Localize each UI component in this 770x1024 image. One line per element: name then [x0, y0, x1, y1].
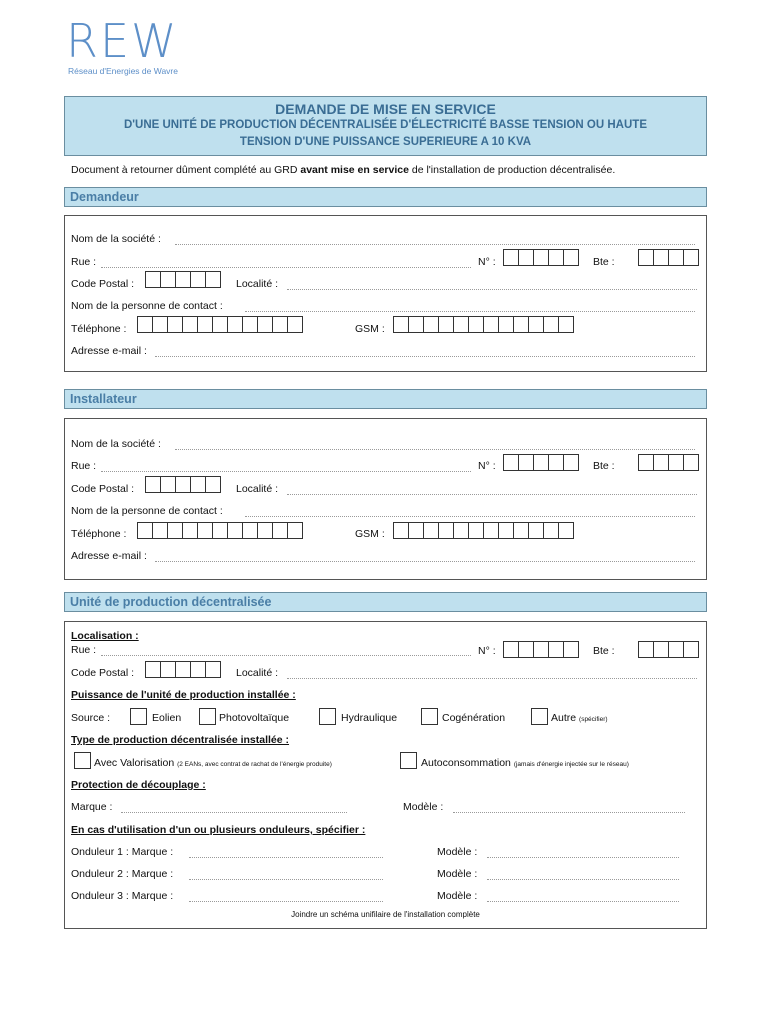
localisation-heading: Localisation :: [71, 630, 139, 642]
inverter3-model-input[interactable]: [487, 901, 679, 902]
section-title: Installateur: [70, 392, 137, 406]
source-other-note: (spécifier): [579, 716, 608, 723]
postal-code-input[interactable]: [145, 661, 221, 676]
street-label: Rue :: [71, 460, 97, 472]
street-input[interactable]: [101, 655, 471, 656]
box-label: Bte :: [593, 645, 615, 657]
email-input[interactable]: [155, 356, 695, 357]
company-label: Nom de la société :: [71, 438, 161, 450]
source-hydro-checkbox[interactable]: [319, 708, 336, 725]
source-hydro-label: Hydraulique: [341, 712, 398, 724]
title-box: [64, 96, 707, 156]
protection-brand-label: Marque :: [71, 801, 113, 813]
inverter3-brand-input[interactable]: [189, 901, 383, 902]
email-input[interactable]: [155, 561, 695, 562]
postal-code-input[interactable]: [145, 271, 221, 286]
intro-after: de l'installation de production décentralisée.: [408, 164, 616, 176]
gsm-input[interactable]: [393, 316, 574, 331]
panel-unite: [64, 621, 707, 929]
source-other-label: [551, 711, 608, 727]
inverter1-brand-input[interactable]: [189, 857, 383, 858]
inverter3-model-label: Modèle :: [437, 890, 478, 902]
contact-label: Nom de la personne de contact :: [71, 505, 223, 517]
source-cogen-label: Cogénération: [442, 712, 506, 724]
street-label: Rue :: [71, 644, 97, 656]
valorisation-text: Avec Valorisation: [94, 757, 175, 769]
inverter2-model-label: Modèle :: [437, 868, 478, 880]
postal-code-label: Code Postal :: [71, 667, 135, 679]
autoconso-text: Autoconsommation: [421, 757, 511, 769]
title-line-2: D'UNE UNITÉ DE PRODUCTION DÉCENTRALISÉE D'ÉLECTRICITÉ BASSE TENSION OU HAUTE: [123, 119, 647, 131]
section-demandeur: [64, 187, 707, 207]
locality-input[interactable]: [287, 494, 697, 495]
inverter2-brand-input[interactable]: [189, 879, 383, 880]
box-input[interactable]: [638, 249, 699, 264]
source-label: Source :: [71, 712, 111, 724]
number-label: N° :: [478, 256, 496, 268]
title-line-3: TENSION D'UNE PUISSANCE SUPERIEURE A 10 KVA: [239, 136, 532, 148]
contact-input[interactable]: [245, 516, 695, 517]
page-title: DEMANDE DE MISE EN SERVICE: [275, 101, 496, 117]
phone-label: Téléphone :: [71, 528, 127, 540]
number-input[interactable]: [503, 249, 579, 264]
source-cogen-checkbox[interactable]: [421, 708, 438, 725]
inverter2-model-input[interactable]: [487, 879, 679, 880]
logo: REW: [66, 14, 179, 68]
box-label: Bte :: [593, 256, 615, 268]
postal-code-label: Code Postal :: [71, 278, 135, 290]
email-label: Adresse e-mail :: [71, 345, 147, 357]
phone-label: Téléphone :: [71, 323, 127, 335]
diagram-note: Joindre un schéma unifilaire de l'installation complète: [291, 910, 480, 919]
locality-label: Localité :: [236, 667, 279, 679]
email-label: Adresse e-mail :: [71, 550, 147, 562]
postal-code-label: Code Postal :: [71, 483, 135, 495]
street-label: Rue :: [71, 256, 97, 268]
phone-input[interactable]: [137, 522, 303, 537]
inverter1-brand-label: Onduleur 1 : Marque :: [71, 846, 174, 858]
valorisation-checkbox[interactable]: [74, 752, 91, 769]
company-label: Nom de la société :: [71, 233, 161, 245]
protection-brand-input[interactable]: [121, 812, 347, 813]
box-input[interactable]: [638, 641, 699, 656]
box-input[interactable]: [638, 454, 699, 469]
locality-input[interactable]: [287, 289, 697, 290]
protection-model-label: Modèle :: [403, 801, 444, 813]
company-input[interactable]: [175, 244, 695, 245]
valorisation-label: [94, 756, 332, 772]
number-label: N° :: [478, 460, 496, 472]
box-label: Bte :: [593, 460, 615, 472]
contact-input[interactable]: [245, 311, 695, 312]
locality-label: Localité :: [236, 278, 279, 290]
type-heading: Type de production décentralisée installée :: [71, 734, 290, 746]
source-other-text: Autre: [551, 712, 577, 724]
postal-code-input[interactable]: [145, 476, 221, 491]
inverter1-model-label: Modèle :: [437, 846, 478, 858]
power-heading: Puissance de l'unité de production installée :: [71, 689, 296, 701]
street-input[interactable]: [101, 267, 471, 268]
intro-text: [71, 164, 615, 176]
street-input[interactable]: [101, 471, 471, 472]
inverter2-brand-label: Onduleur 2 : Marque :: [71, 868, 174, 880]
panel-installateur: [64, 418, 707, 580]
gsm-input[interactable]: [393, 522, 574, 537]
autoconso-checkbox[interactable]: [400, 752, 417, 769]
source-eolien-label: Eolien: [152, 712, 182, 724]
section-installateur: [64, 389, 707, 409]
number-input[interactable]: [503, 454, 579, 469]
company-input[interactable]: [175, 449, 695, 450]
autoconso-note: (jamais d'énergie injectée sur le réseau): [513, 761, 629, 768]
inverters-heading: En cas d'utilisation d'un ou plusieurs onduleurs, spécifier :: [71, 824, 366, 836]
locality-input[interactable]: [287, 678, 697, 679]
source-pv-checkbox[interactable]: [199, 708, 216, 725]
section-unite: [64, 592, 707, 612]
locality-label: Localité :: [236, 483, 279, 495]
logo-subtitle: Réseau d'Energies de Wavre: [68, 66, 178, 76]
number-input[interactable]: [503, 641, 579, 656]
source-eolien-checkbox[interactable]: [130, 708, 147, 725]
valorisation-note: (2 EANs, avec contrat de rachat de l'énergie produite): [177, 761, 332, 768]
number-label: N° :: [478, 645, 496, 657]
panel-demandeur: [64, 215, 707, 372]
section-title: Demandeur: [70, 190, 139, 204]
protection-heading: Protection de découplage :: [71, 779, 206, 791]
protection-model-input[interactable]: [453, 812, 685, 813]
intro-bold: avant mise en service: [300, 164, 409, 176]
phone-input[interactable]: [137, 316, 303, 331]
section-title: Unité de production décentralisée: [70, 595, 272, 609]
gsm-label: GSM :: [355, 323, 385, 335]
autoconso-label: [421, 756, 629, 772]
inverter1-model-input[interactable]: [487, 857, 679, 858]
contact-label: Nom de la personne de contact :: [71, 300, 223, 312]
inverter3-brand-label: Onduleur 3 : Marque :: [71, 890, 174, 902]
gsm-label: GSM :: [355, 528, 385, 540]
intro-before: Document à retourner dûment complété au GRD: [71, 164, 301, 176]
source-pv-label: Photovoltaïque: [219, 712, 290, 724]
source-other-checkbox[interactable]: [531, 708, 548, 725]
